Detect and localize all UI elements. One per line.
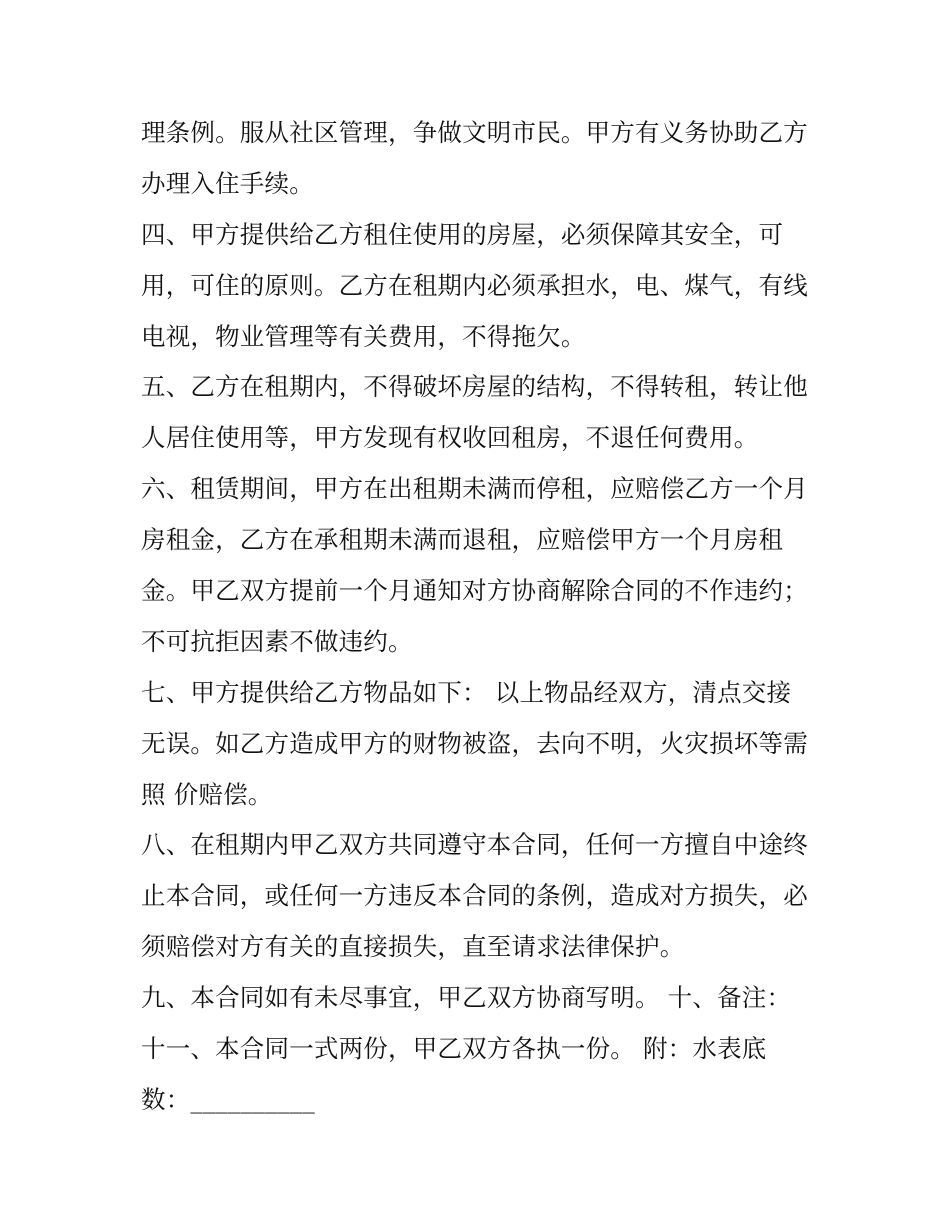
clause-5-line: 五、乙方在租期内，不得破坏房屋的结构，不得转租，转让他: [141, 372, 808, 402]
text-line: 金。甲乙双方提前一个月通知对方协商解除合同的不作违约；: [141, 576, 808, 606]
text-line: 办理入住手续。: [141, 168, 314, 198]
clause-9-line: 九、本合同如有未尽事宜，甲乙双方协商写明。 十、备注：: [141, 983, 792, 1013]
clause-11-line: 十一、本合同一式两份，甲乙双方各执一份。 附：水表底: [141, 1034, 767, 1064]
text-line: 须赔偿对方有关的直接损失，直至请求法律保护。: [141, 932, 685, 962]
clause-7-line: 七、甲方提供给乙方物品如下： 以上物品经双方，清点交接: [141, 677, 792, 707]
text-line: 用，可住的原则。乙方在租期内必须承担水，电、煤气，有线: [141, 270, 808, 300]
clause-8-line: 八、在租期内甲乙双方共同遵守本合同，任何一方擅自中途终: [141, 830, 808, 860]
text-line: 理条例。服从社区管理，争做文明市民。甲方有义务协助乙方: [141, 118, 808, 147]
text-line: 人居住使用等，甲方发现有权收回租房，不退任何费用。: [141, 423, 759, 453]
text-line: 止本合同，或任何一方违反本合同的条例，造成对方损失，必: [141, 881, 808, 911]
text-line: 不可抗拒因素不做违约。: [141, 626, 413, 656]
clause-6-line: 六、租赁期间，甲方在出租期未满而停租，应赔偿乙方一个月: [141, 474, 808, 504]
water-meter-blank-line: 数：__________: [141, 1084, 315, 1114]
text-line: 照 价赔偿。: [141, 779, 273, 809]
contract-text-body: [141, 108, 821, 1126]
text-line: 无误。如乙方造成甲方的财物被盗，去向不明，火灾损坏等需: [141, 728, 808, 758]
text-line: 房租金，乙方在承租期未满而退租，应赔偿甲方一个月房租: [141, 525, 784, 555]
clause-4-line: 四、甲方提供给乙方租住使用的房屋，必须保障其安全，可: [141, 219, 784, 249]
text-line: 电视，物业管理等有关费用，不得拖欠。: [141, 321, 586, 351]
